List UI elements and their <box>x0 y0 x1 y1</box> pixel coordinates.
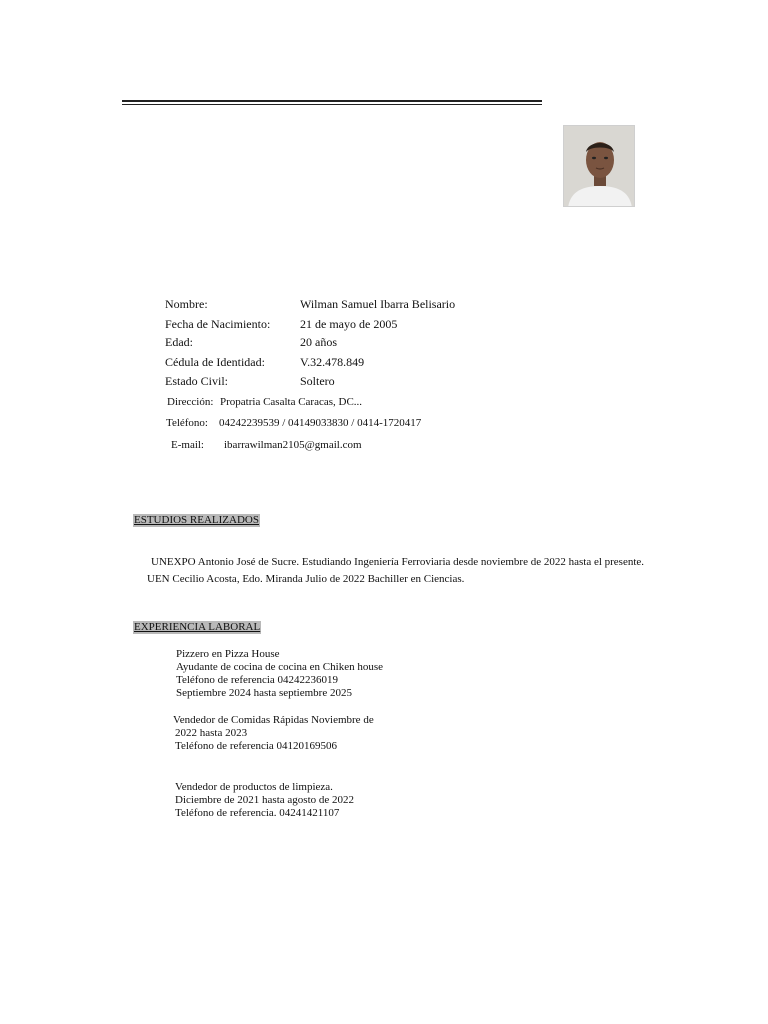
label-cedula: Cédula de Identidad: <box>165 355 265 369</box>
job-1-line-3: Teléfono de referencia 04242236019 <box>176 674 339 686</box>
section-title-estudios: ESTUDIOS REALIZADOS <box>134 514 259 526</box>
job-2-line-3: Teléfono de referencia 04120169506 <box>175 740 338 752</box>
value-estado-civil: Soltero <box>300 374 335 388</box>
job-3-line-3: Teléfono de referencia. 04241421107 <box>175 807 340 819</box>
job-3-line-1: Vendedor de productos de limpieza. <box>175 781 333 793</box>
value-fecha-nacimiento: 21 de mayo de 2005 <box>300 317 398 331</box>
job-3-line-2: Diciembre de 2021 hasta agosto de 2022 <box>175 794 355 806</box>
value-edad: 20 años <box>300 335 337 349</box>
study-item-2: UEN Cecilio Acosta, Edo. Miranda Julio de 2022 Bachiller en Ciencias. <box>147 573 465 585</box>
job-1-line-2: Ayudante de cocina de cocina en Chiken house <box>176 661 383 673</box>
section-title-experiencia: EXPERIENCIA LABORAL <box>134 621 261 633</box>
job-2-line-2: 2022 hasta 2023 <box>175 727 248 739</box>
profile-photo-illustration <box>564 126 635 207</box>
job-3 <box>175 781 354 820</box>
job-1-line-1: Pizzero en Pizza House <box>176 648 280 660</box>
label-estado-civil: Estado Civil: <box>165 374 228 388</box>
value-cedula: V.32.478.849 <box>300 355 365 369</box>
job-1-line-4: Septiembre 2024 hasta septiembre 2025 <box>176 687 352 699</box>
job-1 <box>176 648 383 700</box>
label-direccion: Dirección: <box>167 396 214 408</box>
profile-photo <box>563 125 635 207</box>
label-email: E-mail: <box>171 439 204 451</box>
job-2 <box>173 714 374 753</box>
value-telefono: 04242239539 / 04149033830 / 0414-1720417 <box>219 417 422 429</box>
label-nombre: Nombre: <box>165 297 208 311</box>
label-telefono: Teléfono: <box>166 417 208 429</box>
value-email: ibarrawilman2105@gmail.com <box>224 439 362 451</box>
value-direccion: Propatria Casalta Caracas, DC... <box>220 396 363 408</box>
study-item-1: UNEXPO Antonio José de Sucre. Estudiando Ingeniería Ferroviaria desde noviembre de 2022 hasta el presente. <box>151 556 645 568</box>
value-nombre: Wilman Samuel Ibarra Belisario <box>300 297 456 311</box>
header-rule-thick <box>122 100 542 102</box>
label-edad: Edad: <box>165 335 193 349</box>
job-2-line-1: Vendedor de Comidas Rápidas Noviembre de <box>173 714 374 726</box>
header-rule-thin <box>122 104 542 105</box>
label-fecha-nacimiento: Fecha de Nacimiento: <box>165 317 271 331</box>
